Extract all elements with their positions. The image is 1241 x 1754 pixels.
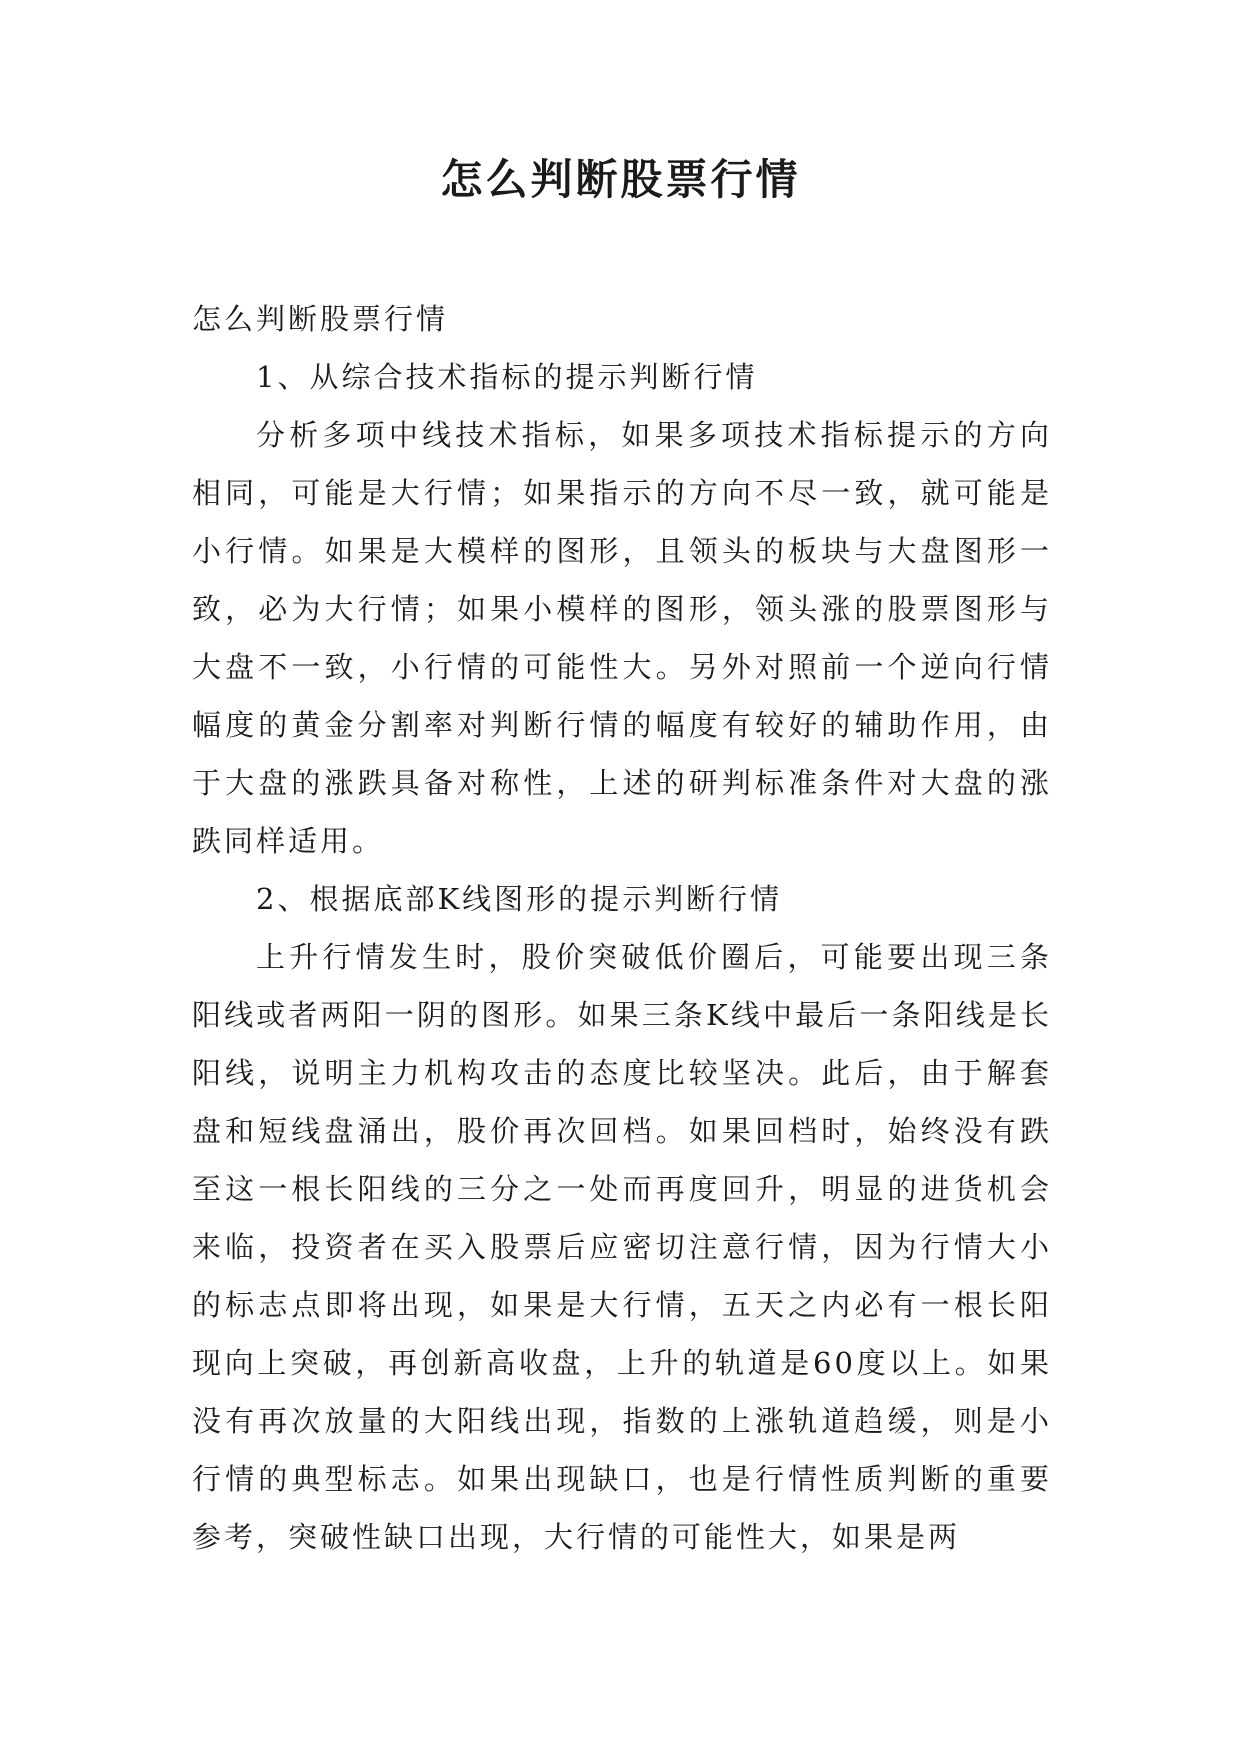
document-title: 怎么判断股票行情: [440, 155, 801, 204]
paragraph-subtitle: 怎么判断股票行情: [192, 302, 449, 336]
paragraph-heading-1: 1、从综合技术指标的提示判断行情: [256, 360, 758, 394]
document-body: [192, 290, 1052, 1566]
paragraph-heading-2: 2、根据底部K线图形的提示判断行情: [256, 882, 783, 916]
paragraph-body-1: 分析多项中线技术指标，如果多项技术指标提示的方向相同，可能是大行情；如果指示的方向不尽一致，就可能是小行情。如果是大模样的图形，且领头的板块与大盘图形一致，必为大行情；如果小模样的图形，领头涨的股票图形与大盘不一致，小行情的可能性大。另外对照前一个逆向行情幅度的黄金分割率对判断行情的幅度有较好的辅助作用，由于大盘的涨跌具备对称性，上述的研判标准条件对大盘的涨跌同样适用。: [192, 418, 1052, 858]
paragraph-body-2: 上升行情发生时，股价突破低价圈后，可能要出现三条阳线或者两阳一阴的图形。如果三条K线中最后一条阳线是长阳线，说明主力机构攻击的态度比较坚决。此后，由于解套盘和短线盘涌出，股价再次回档。如果回档时，始终没有跌至这一根长阳线的三分之一处而再度回升，明显的进货机会来临，投资者在买入股票后应密切注意行情，因为行情大小的标志点即将出现，如果是大行情，五天之内必有一根长阳现向上突破，再创新高收盘，上升的轨道是60度以上。如果没有再次放量的大阳线出现，指数的上涨轨道趋缓，则是小行情的典型标志。如果出现缺口，也是行情性质判断的重要参考，突破性缺口出现，大行情的可能性大，如果是两: [192, 940, 1052, 1554]
